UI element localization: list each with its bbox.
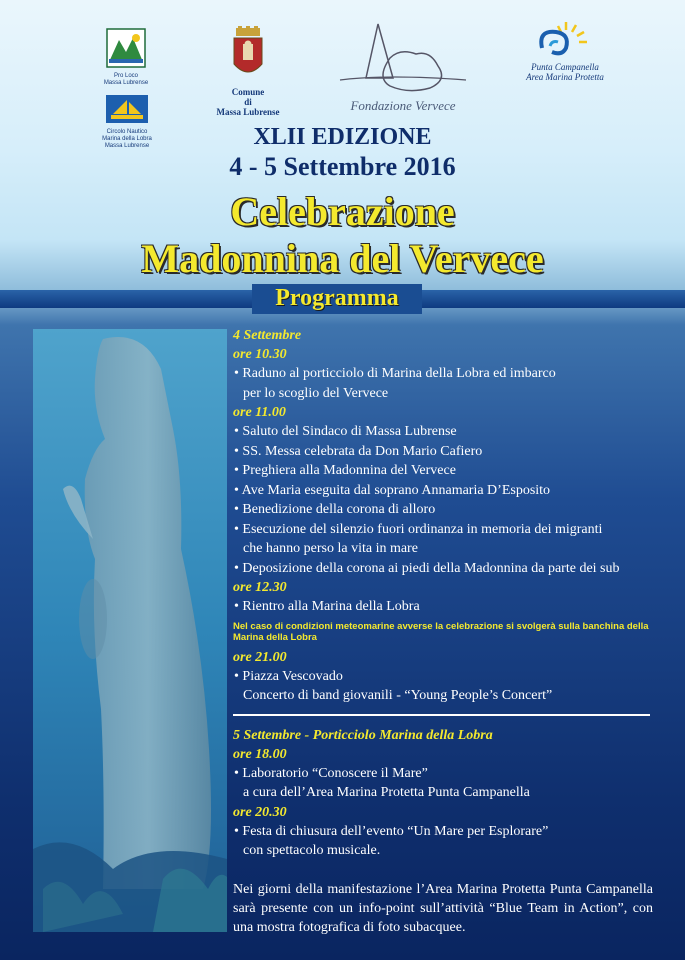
time-label: ore 11.00 bbox=[233, 405, 286, 420]
proloco-caption-1: Pro Loco bbox=[113, 73, 138, 79]
program-item: • Saluto del Sindaco di Massa Lubrense bbox=[234, 424, 457, 439]
program-item: • Piazza Vescovado bbox=[234, 668, 343, 684]
footer-info: Nei giorni della manifestazione l’Area Marina Protetta Punta Campanella sarà presente con un info-point sull’attività “Blue Team in Action”, con una mostra fotografica di foto subacquee. bbox=[233, 882, 653, 935]
program-item: • Benedizione della corona di alloro bbox=[234, 502, 436, 517]
programma-label: Programma bbox=[252, 284, 422, 314]
proloco-logo bbox=[100, 28, 152, 87]
madonnina-photo bbox=[33, 329, 227, 932]
sun-wave-icon bbox=[530, 18, 600, 60]
program-item: • Rientro alla Marina della Lobra bbox=[234, 599, 420, 614]
program-item-continued: a cura dell’Area Marina Protetta Punta Campanella bbox=[243, 785, 530, 800]
day1-heading: 4 Settembre bbox=[233, 328, 302, 343]
circolo-caption-1: Circolo Nautico bbox=[106, 129, 148, 135]
day2-heading: 5 Settembre - Porticciolo Marina della Lobra bbox=[233, 727, 493, 743]
time-label: ore 12.30 bbox=[233, 580, 287, 595]
program-item: • Esecuzione del silenzio fuori ordinanza in memoria dei migranti bbox=[234, 521, 603, 537]
punta-caption-1: Punta Campanella bbox=[531, 62, 599, 72]
title-line-1: Celebrazione bbox=[230, 189, 455, 234]
title-line-2: Madonnina del Vervece bbox=[141, 236, 544, 281]
program-item: • Ave Maria eseguita dal soprano Annamaria D’Esposito bbox=[234, 482, 551, 498]
time-label: ore 21.00 bbox=[233, 649, 287, 665]
program-item-continued: con spettacolo musicale. bbox=[243, 843, 381, 858]
program-item-continued: che hanno perso la vita in mare bbox=[243, 541, 418, 556]
program-item: • Festa di chiusura dell’evento “Un Mare per Esplorare” bbox=[234, 823, 549, 839]
program-item: • Preghiera alla Madonnina del Vervece bbox=[234, 463, 456, 478]
comune-caption-2: di bbox=[244, 97, 252, 107]
day-divider bbox=[233, 714, 650, 716]
program bbox=[233, 326, 663, 861]
boat-icon bbox=[105, 94, 149, 124]
program-item: • Raduno al porticciolo di Marina della Lobra ed imbarco bbox=[234, 366, 556, 381]
time-label: ore 20.30 bbox=[233, 804, 287, 820]
time-label: ore 10.30 bbox=[233, 347, 287, 362]
comune-logo bbox=[208, 26, 288, 117]
statue-image bbox=[33, 329, 227, 932]
comune-caption-1: Comune bbox=[231, 87, 265, 97]
proloco-caption-2: Massa Lubrense bbox=[103, 80, 149, 86]
program-item: • Laboratorio “Conoscere il Mare” bbox=[234, 765, 428, 781]
circolo-caption-3: Massa Lubrense bbox=[104, 143, 150, 149]
time-label: ore 18.00 bbox=[233, 746, 287, 762]
fondazione-caption: Fondazione Vervece bbox=[350, 98, 456, 113]
vervece-rock-icon bbox=[338, 18, 468, 98]
weather-note: Nel caso di condizioni meteomarine avverse la celebrazione si svolgerà sulla banchina della Marina della Lobra bbox=[233, 620, 649, 643]
program-item-continued: Concerto di band giovanili - “Young People’s Concert” bbox=[243, 688, 553, 703]
event-date: 4 - 5 Settembre 2016 bbox=[229, 152, 456, 181]
comune-caption-3: Massa Lubrense bbox=[216, 107, 280, 117]
punta-caption-2: Area Marina Protetta bbox=[526, 72, 604, 82]
mountain-icon bbox=[106, 28, 146, 68]
circolo-caption-2: Marina della Lobra bbox=[102, 136, 152, 142]
coat-of-arms-icon bbox=[230, 26, 266, 82]
punta-campanella-caption bbox=[510, 62, 620, 82]
program-item: • Deposizione della corona ai piedi della Madonnina da parte dei sub bbox=[234, 560, 620, 576]
program-item-continued: per lo scoglio del Vervece bbox=[243, 385, 389, 401]
edition-heading: XLII EDIZIONE bbox=[253, 124, 432, 150]
program-item: • SS. Messa celebrata da Don Mario Cafiero bbox=[234, 443, 483, 459]
